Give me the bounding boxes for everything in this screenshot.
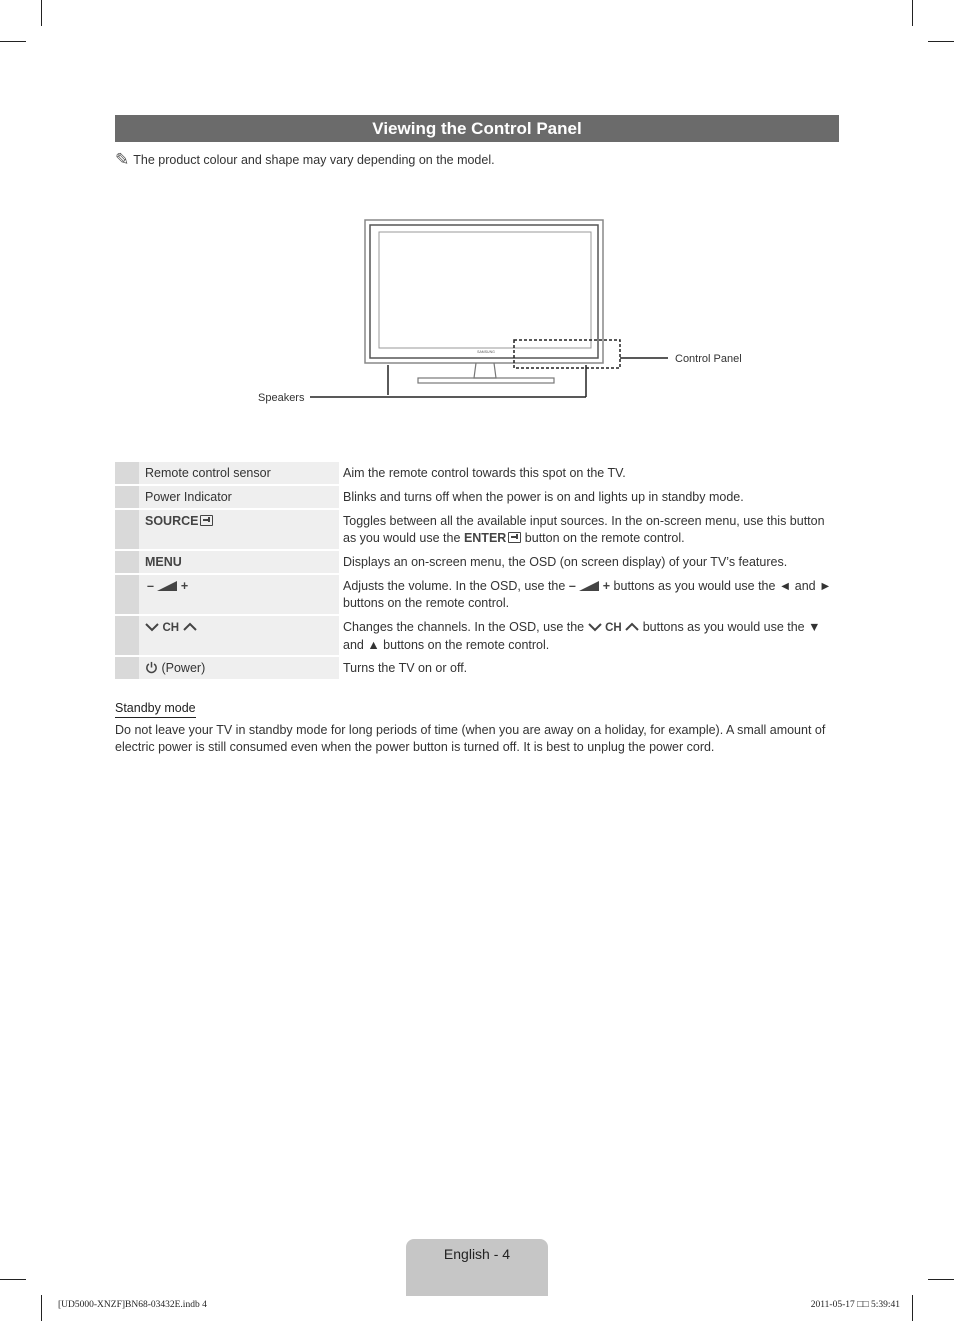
table-row bbox=[115, 510, 839, 549]
crop-mark bbox=[0, 1279, 26, 1280]
desc-part: buttons as you would use the ▼ and ▲ buttons on the remote control. bbox=[343, 620, 821, 652]
row-name bbox=[139, 510, 339, 549]
tv-screen bbox=[379, 232, 591, 348]
page-number-tab bbox=[406, 1239, 548, 1296]
control-panel-label: Control Panel bbox=[675, 353, 742, 365]
note-text: The product colour and shape may vary depending on the model. bbox=[133, 153, 495, 167]
desc-part: buttons as you would use the ◄ and ► buttons on the remote control. bbox=[343, 579, 832, 610]
page-title: Viewing the Control Panel bbox=[115, 115, 839, 142]
control-table bbox=[115, 462, 839, 681]
pencil-note-icon: ✎ bbox=[115, 150, 130, 169]
brand-logo: SAMSUNG bbox=[477, 350, 495, 354]
volume-icon bbox=[157, 581, 177, 591]
row-name: Remote control sensor bbox=[139, 462, 339, 484]
minus-icon: – bbox=[147, 579, 154, 593]
tv-diagram bbox=[250, 210, 750, 410]
menu-label: MENU bbox=[145, 555, 182, 569]
table-row bbox=[115, 616, 839, 655]
row-desc: Turns the TV on or off. bbox=[343, 661, 468, 675]
standby-text: Do not leave your TV in standby mode for long periods of time (when you are away on a holiday, for example). A small amount of electric power is still consumed even when the power button is turned off. It is best to unplug the power cord. bbox=[115, 723, 826, 754]
row-desc: Blinks and turns off when the power is on and lights up in standby mode. bbox=[343, 490, 744, 504]
crop-mark bbox=[928, 1279, 954, 1280]
slug-right: 2011-05-17 □□ 5:39:41 bbox=[810, 1300, 900, 1310]
power-icon bbox=[145, 661, 158, 674]
tv-bezel-outer bbox=[365, 220, 603, 363]
row-name bbox=[139, 551, 339, 573]
row-name bbox=[139, 657, 339, 679]
control-panel-highlight bbox=[514, 340, 620, 368]
minus-icon: – bbox=[568, 579, 576, 593]
enter-label: ENTER bbox=[463, 531, 507, 545]
standby-heading: Standby mode bbox=[115, 701, 196, 718]
desc-part: Adjusts the volume. In the OSD, use the bbox=[343, 579, 566, 593]
source-icon bbox=[200, 515, 213, 526]
table-row bbox=[115, 486, 839, 508]
tv-stand-base bbox=[418, 378, 554, 383]
row-name bbox=[139, 575, 339, 614]
ch-label: CH bbox=[605, 622, 622, 634]
row-desc bbox=[339, 575, 839, 614]
row-name: Power Indicator bbox=[139, 486, 339, 508]
row-desc: Displays an on-screen menu, the OSD (on screen display) of your TV’s features. bbox=[343, 555, 788, 569]
crop-mark bbox=[912, 0, 913, 26]
tv-stand-neck bbox=[474, 363, 496, 378]
page-number: English - 4 bbox=[443, 1246, 511, 1262]
enter-icon bbox=[508, 532, 521, 543]
note bbox=[115, 150, 495, 170]
plus-icon: + bbox=[180, 579, 189, 593]
source-label: SOURCE bbox=[145, 514, 199, 528]
speakers-label: Speakers bbox=[258, 392, 305, 404]
table-row bbox=[115, 657, 839, 679]
row-desc bbox=[339, 616, 839, 655]
slug-left: [UD5000-XNZF]BN68-03432E.indb 4 bbox=[58, 1300, 207, 1310]
row-desc: Aim the remote control towards this spot on the TV. bbox=[343, 466, 626, 480]
crop-mark bbox=[912, 1295, 913, 1321]
chevron-down-icon bbox=[145, 622, 159, 632]
crop-mark bbox=[928, 41, 954, 42]
chevron-down-icon bbox=[588, 622, 602, 632]
table-row bbox=[115, 551, 839, 573]
row-desc bbox=[339, 510, 839, 549]
desc-part: Changes the channels. In the OSD, use the bbox=[343, 620, 585, 634]
power-label: (Power) bbox=[161, 661, 206, 675]
ch-label: CH bbox=[162, 622, 180, 634]
tv-illustration bbox=[250, 210, 750, 410]
crop-mark bbox=[0, 41, 26, 42]
desc-part: button on the remote control. bbox=[524, 531, 685, 545]
chevron-up-icon bbox=[183, 622, 197, 632]
crop-mark bbox=[41, 1295, 42, 1321]
volume-icon bbox=[579, 581, 599, 591]
desc-part: Toggles between all the available input sources. In the on-screen menu, use this button as you would use the bbox=[343, 514, 825, 545]
crop-mark bbox=[41, 0, 42, 26]
row-name bbox=[139, 616, 339, 655]
chevron-up-icon bbox=[625, 622, 639, 632]
tv-bezel-inner bbox=[370, 225, 598, 358]
plus-icon: + bbox=[602, 579, 611, 593]
table-row bbox=[115, 462, 839, 484]
table-row bbox=[115, 575, 839, 614]
